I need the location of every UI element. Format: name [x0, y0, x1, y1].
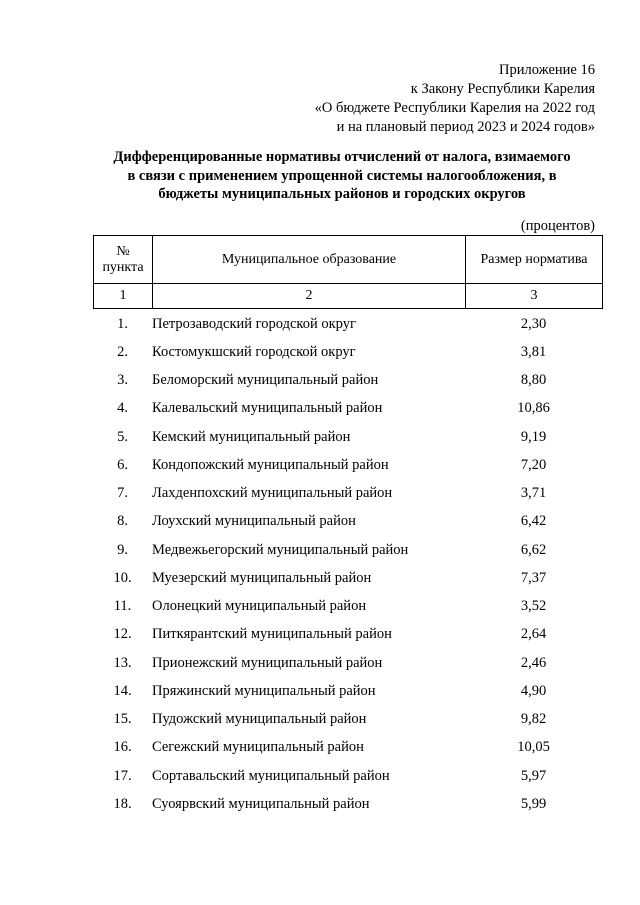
row-number: 5.: [117, 428, 128, 445]
table-row: [93, 621, 602, 649]
row-number: 12.: [113, 626, 132, 643]
municipality-name: Костомукшский городской округ: [152, 343, 356, 360]
table-row: [93, 367, 602, 395]
title-line: Дифференцированные нормативы отчислений от налога, взимаемого: [113, 149, 571, 165]
unit-label: (процентов): [520, 218, 595, 234]
table-row: [93, 734, 602, 762]
row-number: 18.: [113, 795, 132, 812]
municipality-name: Питкярантский муниципальный район: [152, 626, 392, 643]
municipality-name: Пудожский муниципальный район: [152, 711, 367, 728]
municipality-name: Олонецкий муниципальный район: [152, 598, 367, 615]
table-row: [93, 423, 602, 451]
table-row: [93, 536, 602, 564]
municipality-name: Лахденпохский муниципальный район: [152, 485, 393, 502]
municipality-name: Беломорский муниципальный район: [152, 372, 379, 389]
title-line: в связи с применением упрощенной системы налогообложения, в: [127, 167, 557, 184]
table-row: [93, 649, 602, 677]
row-number: 3.: [117, 372, 128, 389]
municipality-name: Муезерский муниципальный район: [152, 569, 372, 586]
appendix-line: «О бюджете Республики Карелия на 2022 год: [314, 100, 595, 116]
norm-value: 10,86: [517, 400, 550, 417]
header-value: Размер норматива: [466, 236, 603, 284]
table-row: [93, 338, 602, 366]
document-title: [0, 148, 640, 204]
row-number: 2.: [117, 343, 128, 360]
table-row: [93, 564, 602, 592]
row-number: 10.: [113, 569, 132, 586]
row-number: 7.: [117, 485, 128, 502]
norm-value: 6,62: [520, 541, 547, 558]
norm-value: 9,82: [520, 711, 547, 728]
table-row: [93, 706, 602, 734]
municipality-name: Прионежский муниципальный район: [152, 654, 383, 671]
municipality-name: Сегежский муниципальный район: [152, 739, 364, 756]
norm-value: 2,46: [520, 654, 547, 671]
table-row: [93, 451, 602, 479]
municipality-name: Петрозаводский городской округ: [152, 315, 356, 332]
appendix-note: [315, 61, 595, 137]
norm-value: 3,81: [520, 343, 547, 360]
row-number: 8.: [117, 513, 128, 530]
norm-value: 3,71: [520, 485, 547, 502]
appendix-line: к Закону Республики Карелия: [410, 81, 595, 97]
norm-value: 7,37: [520, 569, 547, 586]
appendix-line: и на плановый период 2023 и 2024 годов»: [336, 119, 595, 135]
norm-value: 10,05: [517, 739, 550, 756]
municipality-name: Кемский муниципальный район: [152, 428, 351, 445]
title-line: бюджеты муниципальных районов и городских округов: [158, 186, 526, 202]
municipality-name: Пряжинский муниципальный район: [152, 682, 376, 699]
norm-value: 5,97: [520, 767, 547, 784]
table-row: [93, 762, 602, 790]
header-num-word: пункта: [102, 259, 144, 275]
header-num: [94, 236, 153, 284]
municipality-name: Лоухский муниципальный район: [152, 513, 356, 530]
row-number: 11.: [113, 598, 132, 615]
row-number: 1.: [117, 315, 128, 332]
municipality-name: Сортавальский муниципальный район: [152, 767, 390, 784]
norm-value: 2,30: [520, 315, 547, 332]
table-row: [93, 508, 602, 536]
table-row: [93, 790, 602, 818]
column-number: 2: [153, 284, 466, 309]
header-num-symbol: №: [116, 243, 130, 259]
column-number-row: [94, 284, 603, 309]
norm-value: 8,80: [520, 372, 547, 389]
column-number: 1: [94, 284, 153, 309]
appendix-line: Приложение 16: [499, 62, 595, 78]
municipality-name: Калевальский муниципальный район: [152, 400, 383, 417]
table-body: [93, 310, 602, 819]
municipality-name: Кондопожский муниципальный район: [152, 456, 389, 473]
norm-value: 2,64: [520, 626, 547, 643]
data-table: [93, 310, 602, 819]
table-header: [93, 235, 603, 309]
column-number: 3: [466, 284, 603, 309]
norm-value: 4,90: [520, 682, 547, 699]
norm-value: 7,20: [520, 456, 547, 473]
row-number: 16.: [113, 739, 132, 756]
norm-value: 5,99: [520, 795, 547, 812]
table-row: [93, 310, 602, 338]
municipality-name: Медвежьегорский муниципальный район: [152, 541, 409, 558]
table-row: [93, 677, 602, 705]
norm-value: 9,19: [520, 428, 547, 445]
municipality-name: Суоярвский муниципальный район: [152, 795, 370, 812]
norm-value: 6,42: [520, 513, 547, 530]
row-number: 9.: [117, 541, 128, 558]
table-row: [93, 395, 602, 423]
table-row: [93, 480, 602, 508]
table-row: [93, 593, 602, 621]
row-number: 15.: [113, 711, 132, 728]
row-number: 17.: [113, 767, 132, 784]
row-number: 14.: [113, 682, 132, 699]
row-number: 13.: [113, 654, 132, 671]
norm-value: 3,52: [520, 598, 547, 615]
header-name: Муниципальное образование: [153, 236, 466, 284]
header-row: [94, 236, 603, 284]
row-number: 6.: [117, 456, 128, 473]
row-number: 4.: [117, 400, 128, 417]
